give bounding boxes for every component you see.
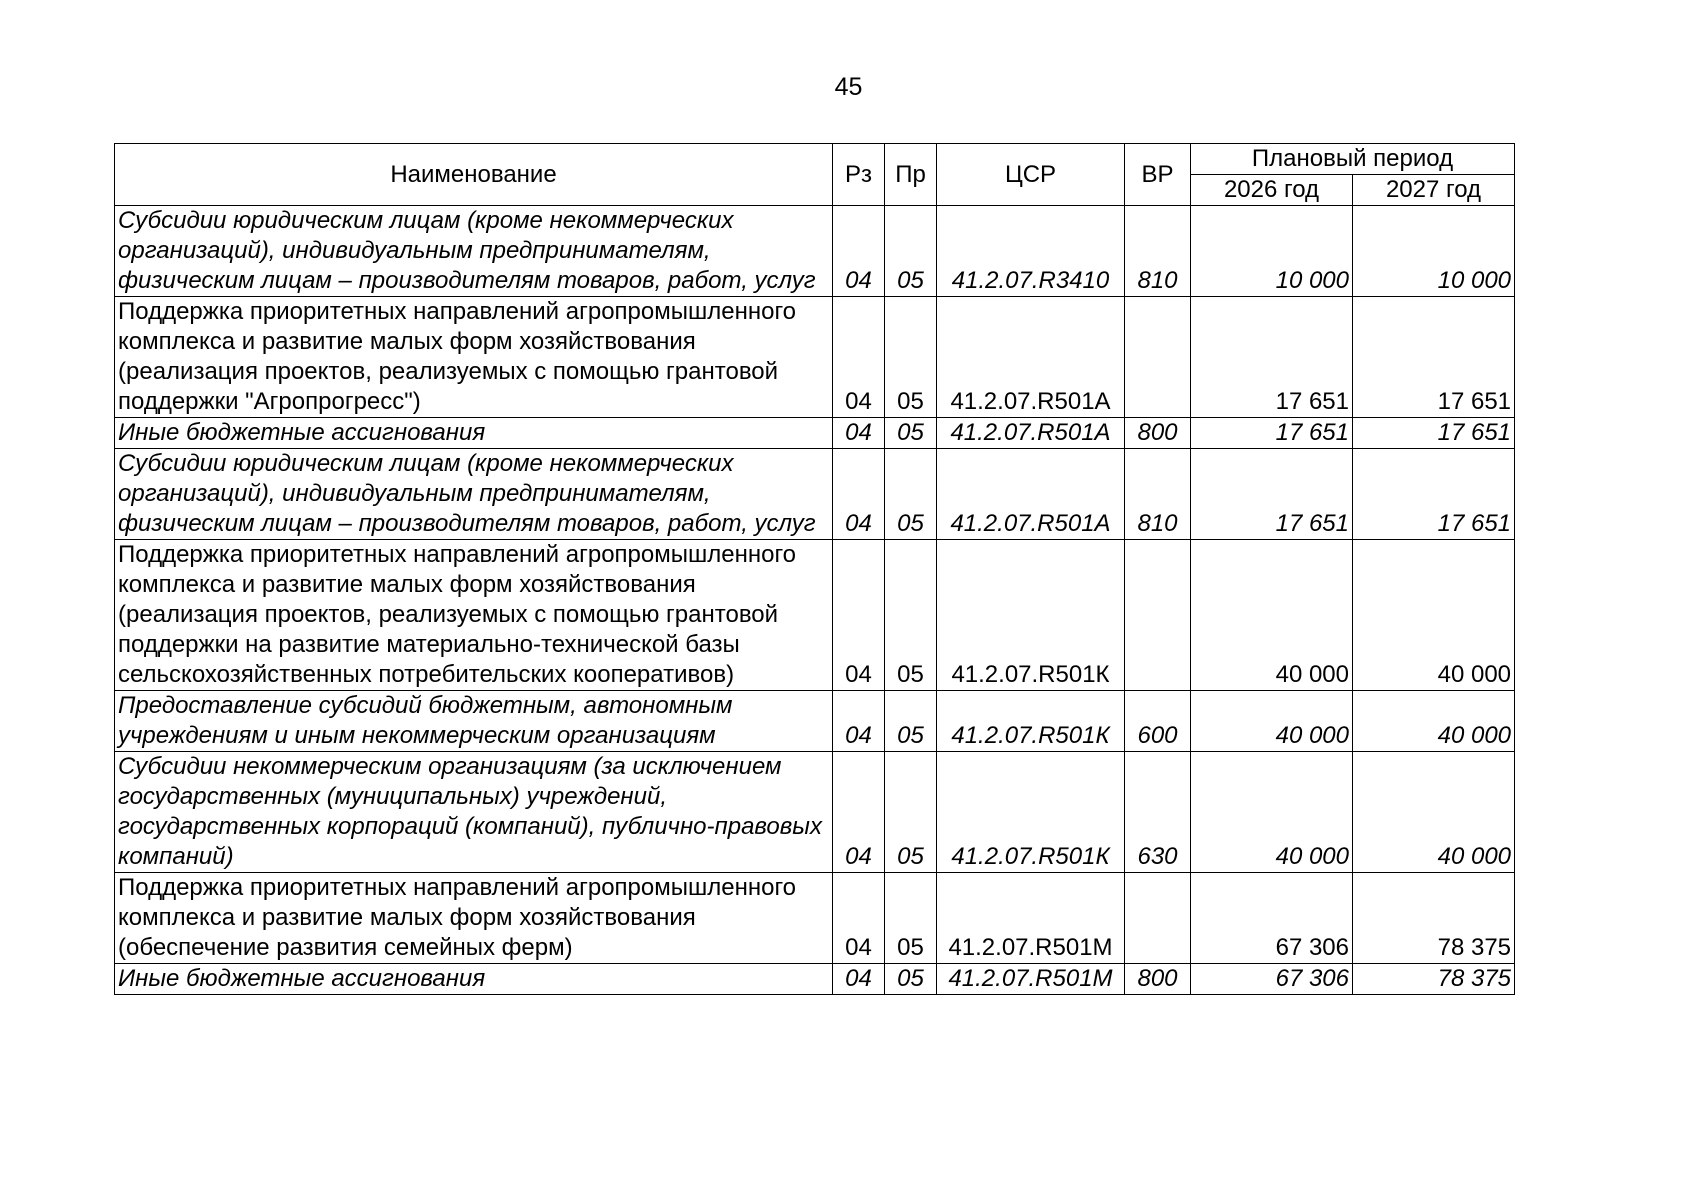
cell-name: Поддержка приоритетных направлений агропромышленного комплекса и развитие малых форм хозяйствования (реализация проектов, реализуемых с помощью грантовой поддержки на развитие материально-технической базы сельскохозяйственных потребительских кооперативов)	[115, 540, 833, 691]
cell-rz: 04	[833, 964, 885, 995]
cell-csr: 41.2.07.R501К	[937, 752, 1125, 873]
cell-pr: 05	[885, 540, 937, 691]
cell-rz: 04	[833, 540, 885, 691]
table-row	[115, 691, 1515, 752]
cell-2027: 78 375	[1353, 964, 1515, 995]
cell-2027: 78 375	[1353, 873, 1515, 964]
cell-name: Иные бюджетные ассигнования	[115, 964, 833, 995]
table-row	[115, 540, 1515, 691]
cell-rz: 04	[833, 752, 885, 873]
cell-vr: 600	[1125, 691, 1191, 752]
cell-2026: 17 651	[1191, 418, 1353, 449]
cell-csr: 41.2.07.R501А	[937, 418, 1125, 449]
cell-name: Субсидии юридическим лицам (кроме некоммерческих организаций), индивидуальным предпринимателям, физическим лицам – производителям товаров, работ, услуг	[115, 206, 833, 297]
cell-2026: 67 306	[1191, 964, 1353, 995]
cell-2026: 40 000	[1191, 752, 1353, 873]
cell-2026: 17 651	[1191, 449, 1353, 540]
page-number: 45	[834, 73, 863, 101]
cell-pr: 05	[885, 691, 937, 752]
cell-2027: 10 000	[1353, 206, 1515, 297]
cell-csr: 41.2.07.R501А	[937, 297, 1125, 418]
budget-table	[114, 143, 1515, 995]
cell-rz: 04	[833, 449, 885, 540]
cell-csr: 41.2.07.R501А	[937, 449, 1125, 540]
cell-2026: 10 000	[1191, 206, 1353, 297]
table-row	[115, 449, 1515, 540]
cell-pr: 05	[885, 418, 937, 449]
table-row	[115, 964, 1515, 995]
cell-vr: 810	[1125, 206, 1191, 297]
cell-csr: 41.2.07.R501К	[937, 540, 1125, 691]
cell-pr: 05	[885, 206, 937, 297]
cell-csr: 41.2.07.R501К	[937, 691, 1125, 752]
cell-vr: 810	[1125, 449, 1191, 540]
header-year-2027: 2027 год	[1353, 175, 1515, 206]
cell-csr: 41.2.07.R501М	[937, 964, 1125, 995]
cell-2026: 17 651	[1191, 297, 1353, 418]
cell-2027: 17 651	[1353, 297, 1515, 418]
cell-pr: 05	[885, 873, 937, 964]
cell-2027: 40 000	[1353, 752, 1515, 873]
cell-csr: 41.2.07.R3410	[937, 206, 1125, 297]
table-body	[115, 206, 1515, 995]
cell-name: Предоставление субсидий бюджетным, автономным учреждениям и иным некоммерческим организациям	[115, 691, 833, 752]
cell-vr: 800	[1125, 964, 1191, 995]
cell-2026: 40 000	[1191, 691, 1353, 752]
table-row	[115, 297, 1515, 418]
cell-rz: 04	[833, 297, 885, 418]
cell-vr: 630	[1125, 752, 1191, 873]
header-planned-period: Плановый период	[1191, 144, 1515, 175]
cell-pr: 05	[885, 752, 937, 873]
cell-pr: 05	[885, 449, 937, 540]
cell-rz: 04	[833, 691, 885, 752]
cell-name: Субсидии некоммерческим организациям (за исключением государственных (муниципальных) учреждений, государственных корпораций (компаний), публично-правовых компаний)	[115, 752, 833, 873]
header-year-2026: 2026 год	[1191, 175, 1353, 206]
cell-vr	[1125, 540, 1191, 691]
cell-vr	[1125, 297, 1191, 418]
table-row	[115, 752, 1515, 873]
cell-rz: 04	[833, 873, 885, 964]
cell-name: Поддержка приоритетных направлений агропромышленного комплекса и развитие малых форм хозяйствования (реализация проектов, реализуемых с помощью грантовой поддержки "Агропрогресс")	[115, 297, 833, 418]
table-row	[115, 206, 1515, 297]
header-rz: Рз	[833, 144, 885, 206]
header-vr: ВР	[1125, 144, 1191, 206]
cell-rz: 04	[833, 418, 885, 449]
cell-pr: 05	[885, 297, 937, 418]
cell-name: Поддержка приоритетных направлений агропромышленного комплекса и развитие малых форм хозяйствования (обеспечение развития семейных ферм)	[115, 873, 833, 964]
cell-name: Иные бюджетные ассигнования	[115, 418, 833, 449]
cell-2027: 17 651	[1353, 449, 1515, 540]
cell-2026: 40 000	[1191, 540, 1353, 691]
header-pr: Пр	[885, 144, 937, 206]
cell-2027: 40 000	[1353, 540, 1515, 691]
cell-2027: 40 000	[1353, 691, 1515, 752]
table-row	[115, 418, 1515, 449]
cell-name: Субсидии юридическим лицам (кроме некоммерческих организаций), индивидуальным предпринимателям, физическим лицам – производителям товаров, работ, услуг	[115, 449, 833, 540]
cell-vr: 800	[1125, 418, 1191, 449]
cell-vr	[1125, 873, 1191, 964]
table-row	[115, 873, 1515, 964]
cell-rz: 04	[833, 206, 885, 297]
cell-csr: 41.2.07.R501М	[937, 873, 1125, 964]
header-csr: ЦСР	[937, 144, 1125, 206]
cell-2026: 67 306	[1191, 873, 1353, 964]
cell-pr: 05	[885, 964, 937, 995]
header-name: Наименование	[115, 144, 833, 206]
cell-2027: 17 651	[1353, 418, 1515, 449]
